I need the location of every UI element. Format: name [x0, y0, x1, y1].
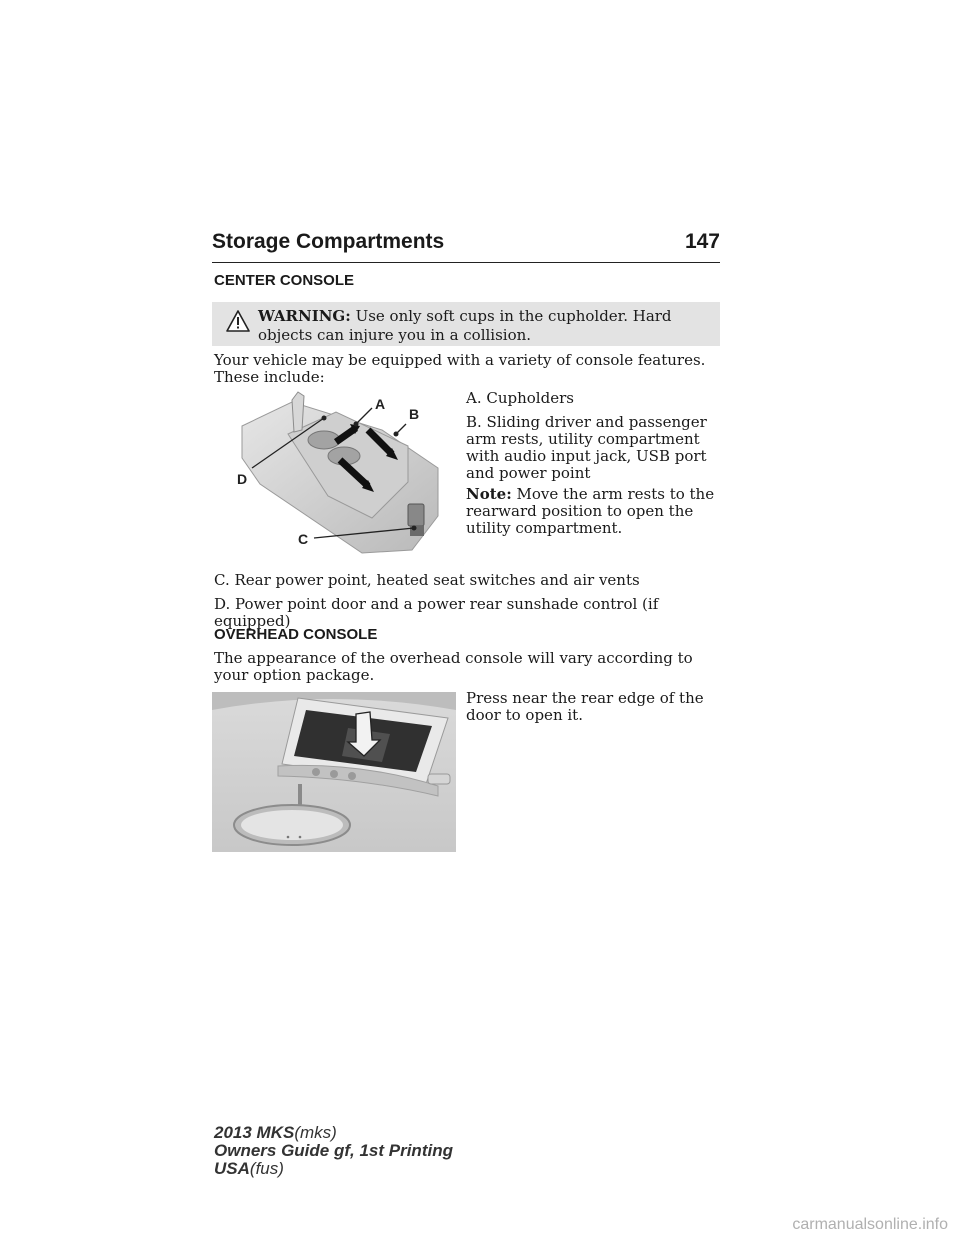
page-footer — [214, 1124, 453, 1178]
callout-c: C — [298, 531, 309, 547]
overhead-console-intro: The appearance of the overhead console will vary according to your option package. — [214, 649, 693, 684]
callout-b: B — [409, 406, 420, 422]
item-d-text: D. Power point door and a power rear sunshade control (if equipped) — [214, 595, 659, 630]
note-text — [466, 486, 722, 537]
footer-market: USA — [214, 1159, 250, 1178]
warning-box — [212, 302, 720, 346]
item-a-text: A. Cupholders — [466, 389, 574, 407]
center-console-intro: Your vehicle may be equipped with a variety of console features. These include: — [214, 351, 706, 386]
callout-d: D — [237, 471, 248, 487]
overhead-console-heading: OVERHEAD CONSOLE — [214, 626, 378, 643]
warning-text — [258, 307, 708, 345]
warning-body: Use only soft cups in the cupholder. Hard objects can injure you in a collision. — [258, 307, 672, 344]
warning-label: WARNING: — [258, 307, 351, 325]
footer-line-2 — [214, 1142, 453, 1160]
callout-a: A — [375, 396, 386, 412]
note-body: Move the arm rests to the rearward position to open the utility compartment. — [466, 485, 715, 537]
overhead-console-illustration — [212, 692, 456, 852]
overhead-console-instruction: Press near the rear edge of the door to open it. — [466, 689, 704, 724]
footer-line-3 — [214, 1160, 453, 1178]
footer-market-code: (fus) — [249, 1159, 284, 1178]
center-console-illustration — [232, 388, 448, 558]
note-label: Note: — [466, 485, 512, 503]
page-header — [212, 228, 720, 263]
page-number: 147 — [684, 230, 720, 253]
item-c-text: C. Rear power point, heated seat switches and air vents — [214, 571, 640, 589]
item-b-text: B. Sliding driver and passenger arm rests, utility compartment with audio input jack, USB port and power point — [466, 413, 707, 482]
footer-line-1 — [214, 1124, 453, 1142]
page-title: Storage Compartments — [212, 230, 445, 253]
footer-model-code: (mks) — [294, 1123, 337, 1142]
watermark-link[interactable]: carmanualsonline.info — [792, 1216, 948, 1233]
footer-guide: Owners Guide gf, 1st Printing — [214, 1141, 453, 1160]
warning-triangle-icon — [226, 310, 250, 332]
center-console-heading: CENTER CONSOLE — [214, 272, 355, 289]
footer-model: 2013 MKS — [214, 1123, 295, 1142]
